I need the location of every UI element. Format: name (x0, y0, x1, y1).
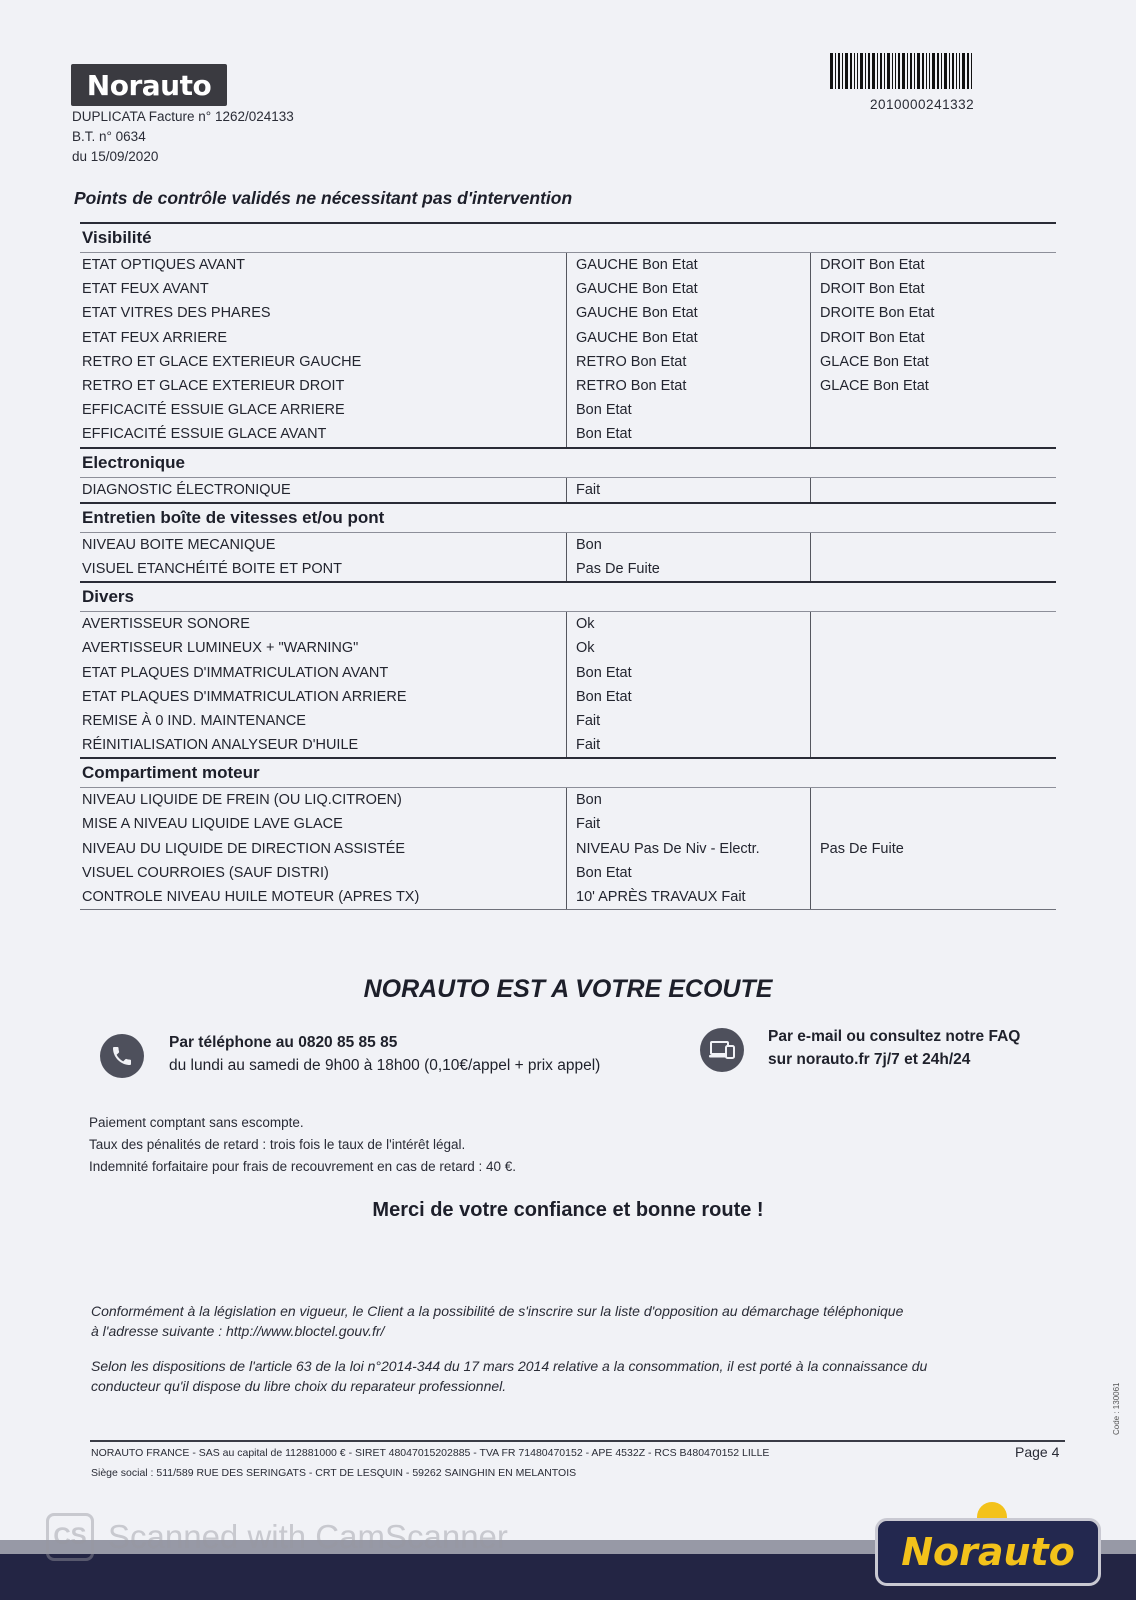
invoice-number: DUPLICATA Facture n° 1262/024133 (72, 109, 294, 124)
table-bottom-rule (80, 909, 1056, 910)
control-point: NIVEAU BOITE MECANIQUE (82, 536, 276, 553)
barcode-bar (959, 53, 960, 89)
result-primary: Bon Etat (576, 688, 632, 705)
repairer-line-2: conducteur qu'il dispose du libre choix du reparateur professionnel. (91, 1378, 507, 1394)
barcode-bar (860, 53, 863, 89)
table-row (80, 557, 1056, 581)
control-point: ETAT PLAQUES D'IMMATRICULATION AVANT (82, 664, 389, 681)
group-title: Entretien boîte de vitesses et/ou pont (82, 507, 385, 527)
result-secondary: DROITE Bon Etat (820, 305, 935, 322)
contact-title: NORAUTO EST A VOTRE ECOUTE (363, 975, 773, 1003)
camscanner-icon: CS (46, 1513, 94, 1561)
barcode-bar (892, 53, 893, 89)
barcode-bar (884, 53, 885, 89)
control-point: REMISE À 0 IND. MAINTENANCE (82, 712, 306, 729)
barcode-bar (941, 53, 942, 89)
barcode-bar (907, 53, 908, 89)
group-title: Divers (82, 587, 134, 607)
barcode-bar (914, 53, 915, 89)
thanks-message: Merci de votre confiance et bonne route ! (372, 1199, 764, 1221)
result-primary: Fait (576, 816, 601, 833)
control-point: ETAT PLAQUES D'IMMATRICULATION ARRIERE (82, 688, 407, 705)
column-divider (566, 533, 567, 581)
group-title: Electronique (82, 452, 185, 472)
column-divider (810, 253, 811, 447)
table-row (80, 709, 1056, 733)
phone-number-line: Par téléphone au 0820 85 85 85 (169, 1034, 398, 1051)
group-rows (80, 787, 1056, 909)
result-primary: GAUCHE Bon Etat (576, 305, 698, 322)
website-line: sur norauto.fr 7j/7 et 24h/24 (768, 1051, 971, 1068)
table-row (80, 350, 1056, 374)
barcode-bar (868, 53, 870, 89)
table-row (80, 660, 1056, 684)
result-secondary: GLACE Bon Etat (820, 353, 929, 370)
table-row (80, 533, 1056, 557)
table-row (80, 374, 1056, 398)
table-row (80, 788, 1056, 812)
phone-hours-line: du lundi au samedi de 9h00 à 18h00 (0,10€/appel + prix appel) (169, 1057, 601, 1074)
company-info: NORAUTO FRANCE - SAS au capital de 112881000 € - SIRET 48047015202885 - TVA FR 71480470152 - APE 4532Z - RCS B480470152 LILLE (91, 1447, 770, 1459)
payment-terms: Paiement comptant sans escompte. (89, 1115, 304, 1130)
result-secondary: DROIT Bon Etat (820, 329, 925, 346)
barcode-bar (971, 53, 972, 89)
web-contact (768, 1025, 1020, 1071)
barcode-bar (880, 53, 882, 89)
control-point: ETAT OPTIQUES AVANT (82, 257, 246, 274)
control-point: EFFICACITÉ ESSUIE GLACE AVANT (82, 426, 327, 443)
table-row (80, 422, 1056, 446)
bloctel-line-1: Conformément à la législation en vigueur, le Client a la possibilité de s'inscrire sur la liste d'opposition au démarchage téléphonique (91, 1303, 904, 1319)
column-divider (566, 478, 567, 502)
barcode-bar (902, 53, 905, 89)
norauto-brand-logo: Norauto (875, 1518, 1101, 1586)
bt-number: B.T. n° 0634 (72, 129, 146, 144)
control-point: ETAT FEUX AVANT (82, 281, 209, 298)
control-point: CONTROLE NIVEAU HUILE MOTEUR (APRES TX) (82, 889, 420, 906)
late-penalty: Taux des pénalités de retard : trois fois le taux de l'intérêt légal. (89, 1137, 466, 1152)
result-secondary: Pas De Fuite (820, 840, 904, 857)
table-row (80, 326, 1056, 350)
result-primary: NIVEAU Pas De Niv - Electr. (576, 840, 760, 857)
control-point: ETAT VITRES DES PHARES (82, 305, 271, 322)
table-row (80, 685, 1056, 709)
bloctel-line-2: à l'adresse suivante : http://www.bloctel.gouv.fr/ (91, 1323, 385, 1339)
result-secondary: GLACE Bon Etat (820, 378, 929, 395)
barcode-bar (922, 53, 924, 89)
camscanner-watermark (46, 1513, 508, 1561)
barcode-bar (949, 53, 950, 89)
control-point: AVERTISSEUR LUMINEUX + "WARNING" (82, 640, 359, 657)
result-primary: Bon (576, 792, 602, 809)
section-title: Points de contrôle validés ne nécessitant pas d'intervention (74, 188, 573, 208)
barcode (830, 53, 1020, 89)
result-primary: Pas De Fuite (576, 560, 660, 577)
barcode-bar (952, 53, 954, 89)
barcode-bar (854, 53, 855, 89)
control-point: MISE A NIVEAU LIQUIDE LAVE GLACE (82, 816, 343, 833)
repairer-line-1: Selon les dispositions de l'article 63 de la loi n°2014-344 du 17 mars 2014 relative a la consommation, il est porté à la connaissance du (91, 1358, 928, 1374)
barcode-bar (887, 53, 890, 89)
group-title: Compartiment moteur (82, 763, 260, 783)
barcode-bar (842, 53, 843, 89)
result-primary: Bon Etat (576, 864, 632, 881)
result-primary: Bon (576, 536, 602, 553)
table-row (80, 612, 1056, 636)
control-point: EFFICACITÉ ESSUIE GLACE ARRIERE (82, 402, 345, 419)
result-primary: Fait (576, 712, 601, 729)
result-primary: Fait (576, 481, 601, 498)
table-row (80, 277, 1056, 301)
barcode-bar (962, 53, 965, 89)
control-point: RÉINITIALISATION ANALYSEUR D'HUILE (82, 737, 359, 754)
column-divider (566, 788, 567, 909)
control-point: AVERTISSEUR SONORE (82, 616, 250, 633)
email-faq-line: Par e-mail ou consultez notre FAQ (768, 1028, 1021, 1045)
result-primary: GAUCHE Bon Etat (576, 329, 698, 346)
control-point: RETRO ET GLACE EXTERIEUR GAUCHE (82, 353, 362, 370)
result-primary: Bon Etat (576, 426, 632, 443)
barcode-bar (845, 53, 848, 89)
control-point: DIAGNOSTIC ÉLECTRONIQUE (82, 481, 291, 498)
barcode-bar (838, 53, 840, 89)
barcode-bar (917, 53, 920, 89)
table-row (80, 861, 1056, 885)
control-point: VISUEL COURROIES (SAUF DISTRI) (82, 864, 329, 881)
column-divider (810, 478, 811, 502)
barcode-bar (830, 53, 833, 89)
devices-icon (700, 1028, 744, 1072)
barcode-bar (910, 53, 912, 89)
barcode-bar (956, 53, 957, 89)
barcode-bar (929, 53, 930, 89)
table-row (80, 812, 1056, 836)
control-point: NIVEAU DU LIQUIDE DE DIRECTION ASSISTÉE (82, 840, 406, 857)
control-point: VISUEL ETANCHÉITÉ BOITE ET PONT (82, 560, 342, 577)
result-primary: 10' APRÈS TRAVAUX Fait (576, 889, 746, 906)
barcode-bar (857, 53, 858, 89)
repairer-choice-notice (91, 1356, 1041, 1396)
result-primary: GAUCHE Bon Etat (576, 257, 698, 274)
footer-divider (90, 1440, 1065, 1442)
barcode-bar (937, 53, 939, 89)
column-divider (810, 788, 811, 909)
column-divider (810, 533, 811, 581)
table-row (80, 636, 1056, 660)
head-office: Siège social : 511/589 RUE DES SERINGATS - CRT DE LESQUIN - 59262 SAINGHIN EN MELANTOIS (91, 1467, 577, 1479)
table-row (80, 837, 1056, 861)
bloctel-notice (91, 1301, 1041, 1341)
result-primary: Fait (576, 737, 601, 754)
group-rows (80, 252, 1056, 447)
result-primary: Ok (576, 616, 595, 633)
table-row (80, 398, 1056, 422)
barcode-bar (835, 53, 836, 89)
form-code: Code : 130061 (1112, 1382, 1121, 1435)
table-row (80, 733, 1056, 757)
watermark-text: Scanned with CamScanner (108, 1518, 508, 1555)
barcode-bar (926, 53, 927, 89)
barcode-bar (895, 53, 896, 89)
invoice-date: du 15/09/2020 (72, 149, 159, 164)
group-rows (80, 532, 1056, 581)
phone-contact (169, 1031, 600, 1077)
barcode-bar (872, 53, 875, 89)
barcode-bar (944, 53, 947, 89)
result-primary: Ok (576, 640, 595, 657)
control-point: ETAT FEUX ARRIERE (82, 329, 228, 346)
barcode-bar (865, 53, 866, 89)
phone-icon (100, 1034, 144, 1078)
result-primary: RETRO Bon Etat (576, 378, 687, 395)
table-row (80, 478, 1056, 502)
page-number: Page 4 (1015, 1444, 1060, 1460)
barcode-number: 2010000241332 (870, 97, 975, 112)
norauto-logo: Norauto (71, 64, 227, 106)
barcode-bar (877, 53, 878, 89)
group-rows (80, 611, 1056, 757)
barcode-bar (967, 53, 969, 89)
result-secondary: DROIT Bon Etat (820, 281, 925, 298)
column-divider (566, 253, 567, 447)
barcode-bar (850, 53, 852, 89)
column-divider (566, 612, 567, 757)
group-title: Visibilité (82, 228, 152, 247)
result-secondary: DROIT Bon Etat (820, 257, 925, 274)
result-primary: Bon Etat (576, 664, 632, 681)
table-row (80, 885, 1056, 909)
table-row (80, 253, 1056, 277)
result-primary: Bon Etat (576, 402, 632, 419)
barcode-bar (898, 53, 900, 89)
column-divider (810, 612, 811, 757)
control-point: NIVEAU LIQUIDE DE FREIN (OU LIQ.CITROEN) (82, 792, 402, 809)
barcode-bar (932, 53, 935, 89)
control-points-table (80, 222, 1056, 910)
result-primary: GAUCHE Bon Etat (576, 281, 698, 298)
group-rows (80, 477, 1056, 502)
recovery-fee: Indemnité forfaitaire pour frais de recouvrement en cas de retard : 40 €. (89, 1159, 516, 1174)
control-point: RETRO ET GLACE EXTERIEUR DROIT (82, 378, 345, 395)
result-primary: RETRO Bon Etat (576, 353, 687, 370)
table-row (80, 301, 1056, 325)
